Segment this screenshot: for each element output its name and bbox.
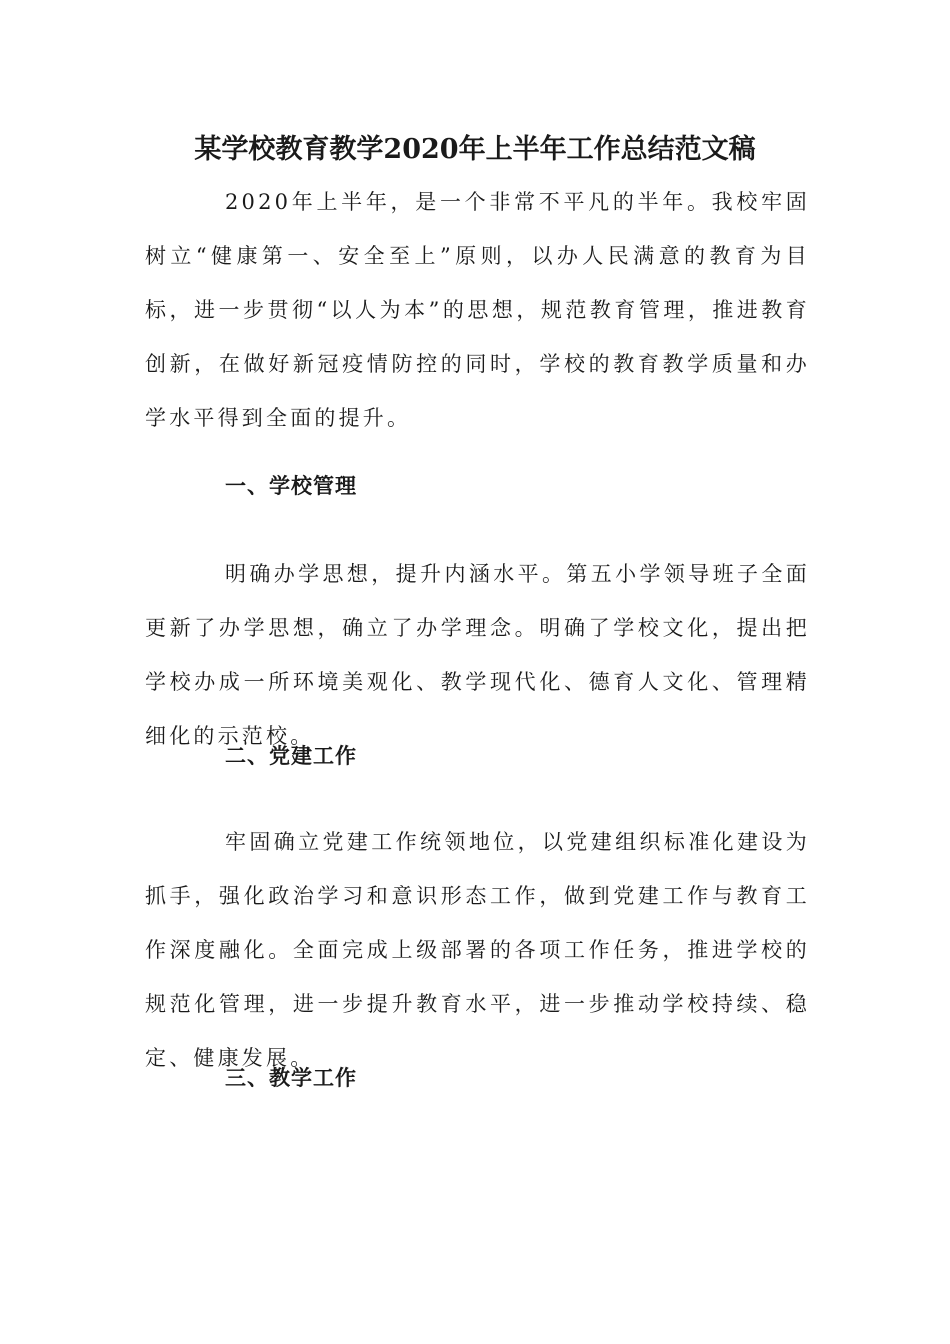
section-body-school-management: 明确办学思想，提升内涵水平。第五小学领导班子全面更新了办学思想，确立了办学理念。明确了学校文化，提出把学校办成一所环境美观化、教学现代化、德育人文化、管理精细化的示范校。 bbox=[145, 562, 810, 748]
intro-paragraph: 2020年上半年，是一个非常不平凡的半年。我校牢固树立“健康第一、安全至上”原则，以办人民满意的教育为目标，进一步贯彻“以人为本”的思想，规范教育管理，推进教育创新，在做好新冠疫情防控的同时，学校的教育教学质量和办学水平得到全面的提升。 bbox=[145, 190, 810, 430]
section-body-party-building: 牢固确立党建工作统领地位，以党建组织标准化建设为抓手，强化政治学习和意识形态工作，做到党建工作与教育工作深度融化。全面完成上级部署的各项工作任务，推进学校的规范化管理，进一步提升教育水平，进一步推动学校持续、稳定、健康发展。 bbox=[145, 830, 810, 1070]
section-heading-teaching-work: 三、教学工作 bbox=[225, 1065, 357, 1090]
document-title: 某学校教育教学2020年上半年工作总结范文稿 bbox=[194, 134, 756, 165]
section-heading-school-management: 一、学校管理 bbox=[225, 473, 357, 498]
section-heading-party-building: 二、党建工作 bbox=[225, 743, 357, 768]
